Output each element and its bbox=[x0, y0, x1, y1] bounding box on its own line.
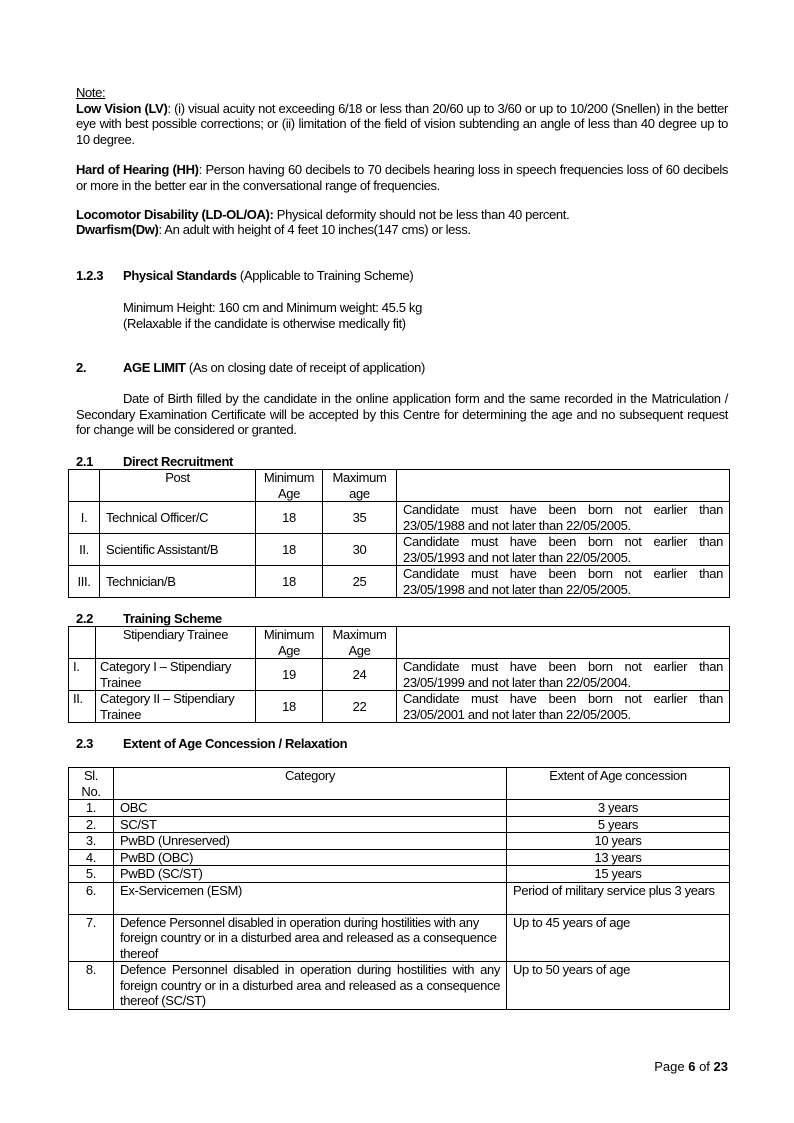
sl-cell: II. bbox=[69, 691, 96, 723]
section-number: 2.1 bbox=[76, 454, 94, 469]
direct-recruitment-table bbox=[68, 469, 730, 598]
relaxation-note: (Relaxable if the candidate is otherwise medically fit) bbox=[123, 315, 406, 331]
table-header bbox=[69, 627, 730, 659]
sl-cell: 4. bbox=[69, 849, 114, 866]
page-sep: of bbox=[695, 1059, 714, 1074]
section-number: 2. bbox=[76, 360, 87, 375]
post-cell: Category I – Stipendiary Trainee bbox=[96, 659, 256, 691]
header-cell: Maximum Age bbox=[323, 627, 397, 659]
section-title: Training Scheme bbox=[123, 611, 222, 626]
category-cell: SC/ST bbox=[114, 816, 507, 833]
section-title: AGE LIMIT bbox=[123, 360, 186, 375]
max-age-cell: 30 bbox=[323, 534, 397, 566]
min-age-cell: 18 bbox=[256, 502, 323, 534]
header-cell: Stipendiary Trainee bbox=[96, 627, 256, 659]
header-cell: Category bbox=[114, 768, 507, 800]
term: Locomotor Disability (LD-OL/OA): bbox=[76, 207, 274, 222]
section-title: Physical Standards bbox=[123, 268, 237, 283]
page-number bbox=[654, 1059, 728, 1074]
header-cell: Sl. No. bbox=[69, 768, 114, 800]
post-cell: Scientific Assistant/B bbox=[100, 534, 256, 566]
min-age-cell: 19 bbox=[256, 659, 323, 691]
section-subtitle: (As on closing date of receipt of application) bbox=[185, 360, 425, 375]
remark-cell: Candidate must have been born not earlier than 23/05/2001 and not later than 22/05/2005. bbox=[397, 691, 730, 723]
remark-cell: Candidate must have been born not earlier than 23/05/1988 and not later than 22/05/2005. bbox=[397, 502, 730, 534]
sl-cell: 3. bbox=[69, 833, 114, 850]
category-cell: OBC bbox=[114, 800, 507, 817]
table-row bbox=[69, 566, 730, 598]
sl-cell: 5. bbox=[69, 866, 114, 883]
max-age-cell: 25 bbox=[323, 566, 397, 598]
max-age-cell: 24 bbox=[323, 659, 397, 691]
category-cell: PwBD (SC/ST) bbox=[114, 866, 507, 883]
term: Hard of Hearing (HH) bbox=[76, 162, 199, 177]
extent-cell: 5 years bbox=[507, 816, 730, 833]
sl-cell: 6. bbox=[69, 882, 114, 914]
direct-recruitment-heading bbox=[76, 454, 233, 469]
sl-cell: 1. bbox=[69, 800, 114, 817]
header-cell bbox=[397, 627, 730, 659]
total-pages: 23 bbox=[713, 1059, 728, 1074]
note-title: Note: bbox=[76, 85, 106, 100]
category-cell: Ex-Servicemen (ESM) bbox=[114, 882, 507, 914]
hard-of-hearing-definition bbox=[76, 162, 728, 193]
sl-cell: 7. bbox=[69, 914, 114, 962]
sl-cell: 8. bbox=[69, 962, 114, 1010]
extent-cell: Period of military service plus 3 years bbox=[507, 882, 730, 914]
height-weight: Minimum Height: 160 cm and Minimum weight: 45.5 kg bbox=[123, 300, 422, 315]
sl-cell: II. bbox=[69, 534, 100, 566]
header-cell bbox=[69, 470, 100, 502]
table-row bbox=[69, 691, 730, 723]
section-title: Extent of Age Concession / Relaxation bbox=[123, 736, 348, 751]
table-row bbox=[69, 534, 730, 566]
locomotor-definition bbox=[76, 207, 728, 223]
max-age-cell: 22 bbox=[323, 691, 397, 723]
sl-cell: I. bbox=[69, 659, 96, 691]
remark-cell: Candidate must have been born not earlier than 23/05/1998 and not later than 22/05/2005. bbox=[397, 566, 730, 598]
remark-cell: Candidate must have been born not earlier than 23/05/1993 and not later than 22/05/2005. bbox=[397, 534, 730, 566]
training-scheme-table bbox=[68, 626, 730, 723]
page-label: Page bbox=[654, 1059, 689, 1074]
min-age-cell: 18 bbox=[256, 691, 323, 723]
extent-cell: 3 years bbox=[507, 800, 730, 817]
definition: : An adult with height of 4 feet 10 inches(147 cms) or less. bbox=[158, 222, 471, 237]
section-title: Direct Recruitment bbox=[123, 454, 234, 469]
sl-cell: III. bbox=[69, 566, 100, 598]
table-row bbox=[69, 882, 730, 914]
extent-cell: Up to 50 years of age bbox=[507, 962, 730, 1010]
section-number: 1.2.3 bbox=[76, 268, 104, 283]
category-cell: Defence Personnel disabled in operation during hostilities with any foreign country or in a disturbed area and released as a consequence thereof (SC/ST) bbox=[114, 962, 507, 1010]
age-concession-table bbox=[68, 767, 730, 1010]
header-cell bbox=[69, 627, 96, 659]
post-cell: Technical Officer/C bbox=[100, 502, 256, 534]
min-age-cell: 18 bbox=[256, 534, 323, 566]
max-age-cell: 35 bbox=[323, 502, 397, 534]
table-row bbox=[69, 659, 730, 691]
age-concession-heading bbox=[76, 736, 347, 751]
remark-cell: Candidate must have been born not earlier than 23/05/1999 and not later than 22/05/2004. bbox=[397, 659, 730, 691]
category-cell: PwBD (OBC) bbox=[114, 849, 507, 866]
physical-standards-heading bbox=[76, 268, 413, 283]
age-limit-paragraph: Date of Birth filled by the candidate in the online application form and the same recorded in the Matriculation / Secondary Examination Certificate will be accepted by this Centre for determining the age and no subsequent request for change will be considered or granted. bbox=[76, 391, 728, 437]
table-row bbox=[69, 866, 730, 883]
term: Dwarfism(Dw) bbox=[76, 222, 159, 237]
table-row bbox=[69, 962, 730, 1010]
min-age-cell: 18 bbox=[256, 566, 323, 598]
current-page: 6 bbox=[688, 1059, 696, 1074]
table-row bbox=[69, 800, 730, 817]
definition: Physical deformity should not be less than 40 percent. bbox=[273, 207, 570, 222]
extent-cell: 13 years bbox=[507, 849, 730, 866]
age-limit-heading bbox=[76, 360, 425, 375]
section-subtitle: (Applicable to Training Scheme) bbox=[236, 268, 414, 283]
term: Low Vision (LV) bbox=[76, 100, 168, 116]
header-cell: Minimum Age bbox=[256, 470, 323, 502]
header-cell: Extent of Age concession bbox=[507, 768, 730, 800]
header-cell bbox=[397, 470, 730, 502]
header-cell: Minimum Age bbox=[256, 627, 323, 659]
header-cell: Post bbox=[100, 470, 256, 502]
definition: : Person having 60 decibels to 70 decibels hearing loss in speech frequencies loss of 60 decibels or more in the better ear in the conversational range of frequencies. bbox=[76, 162, 729, 193]
category-cell: PwBD (Unreserved) bbox=[114, 833, 507, 850]
table-row bbox=[69, 816, 730, 833]
table-header bbox=[69, 768, 730, 800]
table-row bbox=[69, 833, 730, 850]
note-section bbox=[76, 85, 728, 147]
table-header bbox=[69, 470, 730, 502]
definition: : (i) visual acuity not exceeding 6/18 or less than 20/60 up to 3/60 or up to 10/200 (Snellen) in the better eye with best possible corrections; or (ii) limitation of the field of vision subtending an angle of less than 40 degree up to 10 degree. bbox=[76, 100, 728, 147]
header-cell: Maximum age bbox=[323, 470, 397, 502]
low-vision-definition bbox=[76, 101, 728, 148]
section-number: 2.2 bbox=[76, 611, 94, 626]
training-scheme-heading bbox=[76, 611, 222, 626]
table-row bbox=[69, 849, 730, 866]
section-number: 2.3 bbox=[76, 736, 94, 751]
table-row bbox=[69, 502, 730, 534]
post-cell: Category II – Stipendiary Trainee bbox=[96, 691, 256, 723]
category-cell: Defence Personnel disabled in operation during hostilities with any foreign country or in a disturbed area and released as a consequence thereof bbox=[114, 914, 507, 962]
extent-cell: Up to 45 years of age bbox=[507, 914, 730, 962]
post-cell: Technician/B bbox=[100, 566, 256, 598]
extent-cell: 10 years bbox=[507, 833, 730, 850]
sl-cell: I. bbox=[69, 502, 100, 534]
extent-cell: 15 years bbox=[507, 866, 730, 883]
sl-cell: 2. bbox=[69, 816, 114, 833]
dwarfism-definition bbox=[76, 222, 728, 238]
physical-standards-body bbox=[123, 300, 723, 331]
table-row bbox=[69, 914, 730, 962]
